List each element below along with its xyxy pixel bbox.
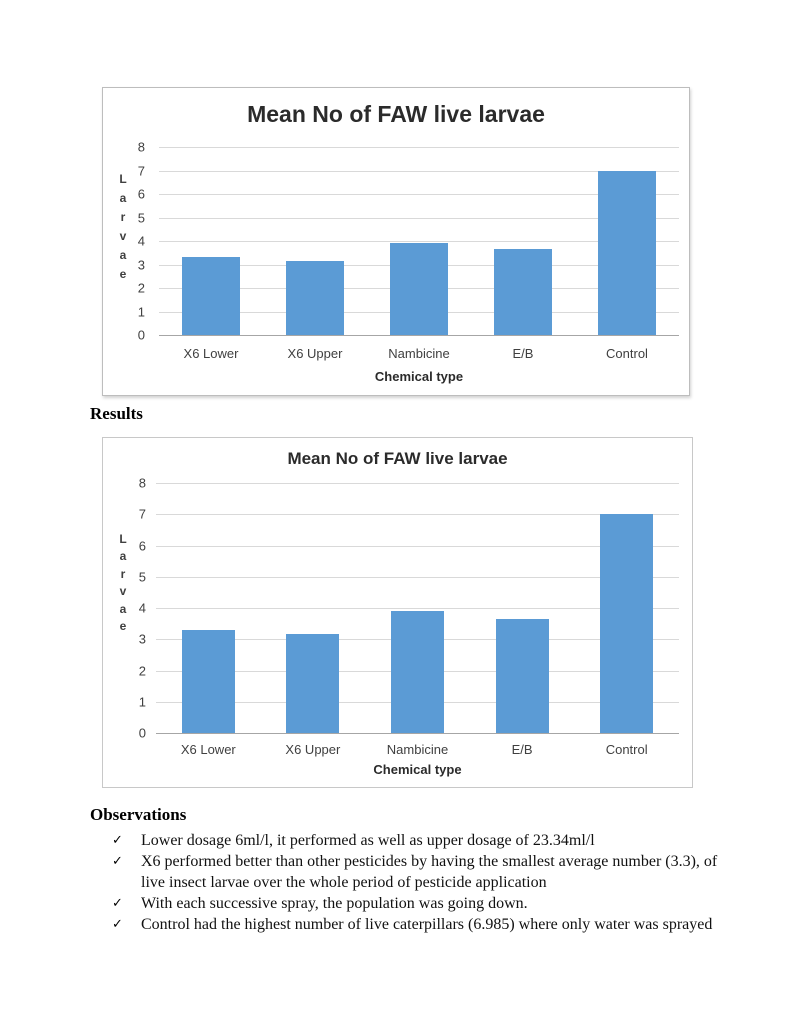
checkmark-icon: ✓ xyxy=(112,854,123,869)
observations-heading: Observations xyxy=(90,805,187,824)
bar-x6-lower xyxy=(182,257,240,335)
x-tick-label: Control xyxy=(605,742,648,757)
y-axis-tick-labels xyxy=(113,139,145,343)
bar-x6-upper xyxy=(286,261,344,335)
observation-text: Control had the highest number of live caterpillars (6.985) where only water was sprayed xyxy=(141,916,713,933)
gridline xyxy=(156,483,679,484)
y-tick-label-5: 5 xyxy=(138,569,146,585)
x-axis-title: Chemical type xyxy=(374,369,464,384)
y-tick-label-8: 8 xyxy=(137,139,145,155)
plot-area xyxy=(159,147,679,335)
observations-list xyxy=(112,830,718,935)
y-tick-label-8: 8 xyxy=(138,475,146,491)
bar-e-b xyxy=(496,619,549,733)
checkmark-icon: ✓ xyxy=(112,896,123,911)
y-tick-label-6: 6 xyxy=(137,186,145,202)
y-axis-title-letter: v xyxy=(119,229,127,243)
y-axis-title-letter: L xyxy=(119,531,127,546)
x-tick-label: X6 Lower xyxy=(183,346,239,361)
chart-title: Mean No of FAW live larvae xyxy=(247,101,545,127)
y-tick-label-0: 0 xyxy=(137,327,145,343)
observation-item xyxy=(112,893,718,914)
y-axis-title-letter: L xyxy=(119,172,127,186)
x-axis-baseline xyxy=(159,335,679,336)
bar-control xyxy=(600,514,653,733)
y-tick-label-1: 1 xyxy=(137,304,145,319)
y-tick-label-6: 6 xyxy=(138,538,146,553)
observation-item xyxy=(112,851,718,893)
y-axis-title-letter: a xyxy=(119,191,127,205)
y-tick-label-7: 7 xyxy=(138,506,146,522)
y-tick-label-3: 3 xyxy=(137,257,145,272)
y-tick-label-4: 4 xyxy=(138,600,146,616)
observation-item xyxy=(112,914,718,935)
y-tick-label-4: 4 xyxy=(137,233,145,249)
x-tick-label: Nambicine xyxy=(386,742,449,757)
bar-e-b xyxy=(494,249,552,335)
x-tick-label: E/B xyxy=(512,346,534,361)
y-tick-label-7: 7 xyxy=(137,163,145,178)
x-tick-label: Nambicine xyxy=(388,346,450,361)
y-axis-title-letter: a xyxy=(119,601,127,616)
y-tick-label-3: 3 xyxy=(138,631,146,647)
chart-title: Mean No of FAW live larvae xyxy=(287,449,508,468)
chart-figure-bottom xyxy=(102,437,693,788)
y-tick-label-5: 5 xyxy=(137,210,145,225)
x-tick-label: X6 Upper xyxy=(285,742,341,757)
y-tick-label-0: 0 xyxy=(138,725,146,741)
gridline xyxy=(159,147,679,148)
chart-figure-top xyxy=(102,87,690,396)
y-tick-label-1: 1 xyxy=(138,694,146,710)
x-axis-baseline xyxy=(156,733,679,734)
bar-nambicine xyxy=(391,611,444,733)
y-axis-title-letter: a xyxy=(119,549,127,563)
x-axis-tick-labels xyxy=(159,346,679,361)
plot-area xyxy=(156,483,679,733)
x-tick-label: X6 Lower xyxy=(180,742,236,757)
y-axis-title-letter: e xyxy=(119,619,127,633)
results-heading: Results xyxy=(90,404,143,423)
x-tick-label: E/B xyxy=(511,742,533,757)
observation-text: X6 performed better than other pesticides by having the smallest average number (3.3), of live insect larvae over the whole period of pesticide application xyxy=(141,853,718,891)
checkmark-icon: ✓ xyxy=(112,833,123,848)
y-axis-tick-labels xyxy=(113,475,146,741)
observation-text: With each successive spray, the population was going down. xyxy=(141,895,528,912)
y-axis-title-letter: e xyxy=(119,267,127,281)
x-tick-label: Control xyxy=(606,346,648,361)
bar-x6-upper xyxy=(286,634,339,733)
observation-item xyxy=(112,830,718,851)
observation-text: Lower dosage 6ml/l, it performed as well as upper dosage of 23.34ml/l xyxy=(141,832,595,849)
x-axis-tick-labels xyxy=(156,742,679,757)
bar-nambicine xyxy=(390,243,448,335)
y-axis-title-letter: a xyxy=(119,248,127,262)
checkmark-icon: ✓ xyxy=(112,917,123,932)
y-tick-label-2: 2 xyxy=(137,280,145,296)
bar-control xyxy=(598,171,656,336)
x-axis-title: Chemical type xyxy=(373,762,462,777)
y-axis-title-letter: r xyxy=(120,210,126,224)
y-axis-title-letter: r xyxy=(120,566,126,581)
x-tick-label: X6 Upper xyxy=(287,346,343,361)
y-tick-label-2: 2 xyxy=(138,663,146,678)
bar-x6-lower xyxy=(182,630,235,733)
y-axis-title-letter: v xyxy=(119,584,127,598)
